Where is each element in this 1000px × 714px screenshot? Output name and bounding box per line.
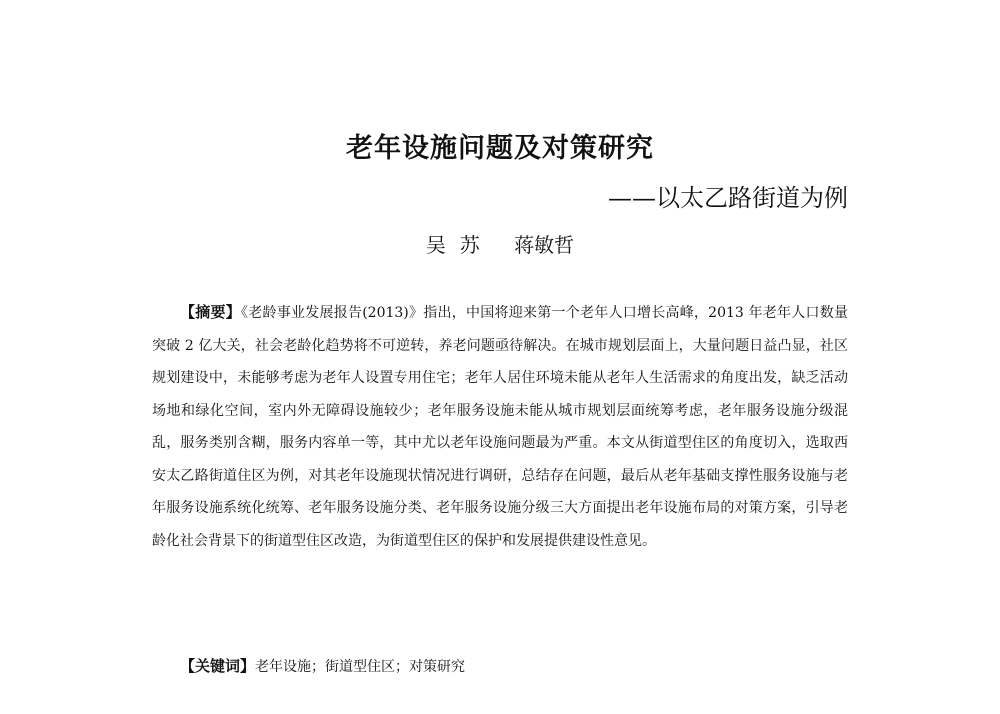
abstract-label: 【摘要】	[180, 303, 241, 321]
keywords-line	[180, 652, 465, 681]
keywords-text: 老年设施；街道型住区；对策研究	[255, 659, 466, 675]
abstract-paragraph	[152, 296, 848, 557]
paper-subtitle: ——以太乙路街道为例	[608, 184, 848, 212]
keywords-label: 【关键词】	[180, 657, 256, 675]
paper-title: 老年设施问题及对策研究	[346, 133, 654, 164]
author-name: 蒋敏哲	[514, 233, 575, 257]
author-line	[0, 230, 1000, 260]
abstract-text: 《老龄事业发展报告(2013)》指出，中国将迎来第一个老年人口增长高峰，2013 年老年人口数量突破 2 亿大关，社会老龄化趋势将不可逆转，养老问题亟待解决。在城市规划层面上，大量问题日益凸显，社区规划建设中，未能够考虑为老年人设置专用住宅；老年人居住环境未能从老年人生活需求的角度出发，缺乏活动场地和绿化空间，室内外无障碍设施较少；老年服务设施未能从城市规划层面统筹考虑，老年服务设施分级混乱，服务类别含糊，服务内容单一等，其中尤以老年设施问题最为严重。本文从街道型住区的角度切入，选取西安太乙路街道住区为例，对其老年设施现状情况进行调研，总结存在问题，最后从老年基础支撑性服务设施与老年服务设施系统化统筹、老年服务设施分类、老年服务设施分级三大方面提出老年设施布局的对策方案，引导老龄化社会背景下的街道型住区改造，为街道型住区的保护和发展提供建设性意见。	[152, 305, 848, 549]
author-name: 吴苏	[425, 233, 494, 257]
